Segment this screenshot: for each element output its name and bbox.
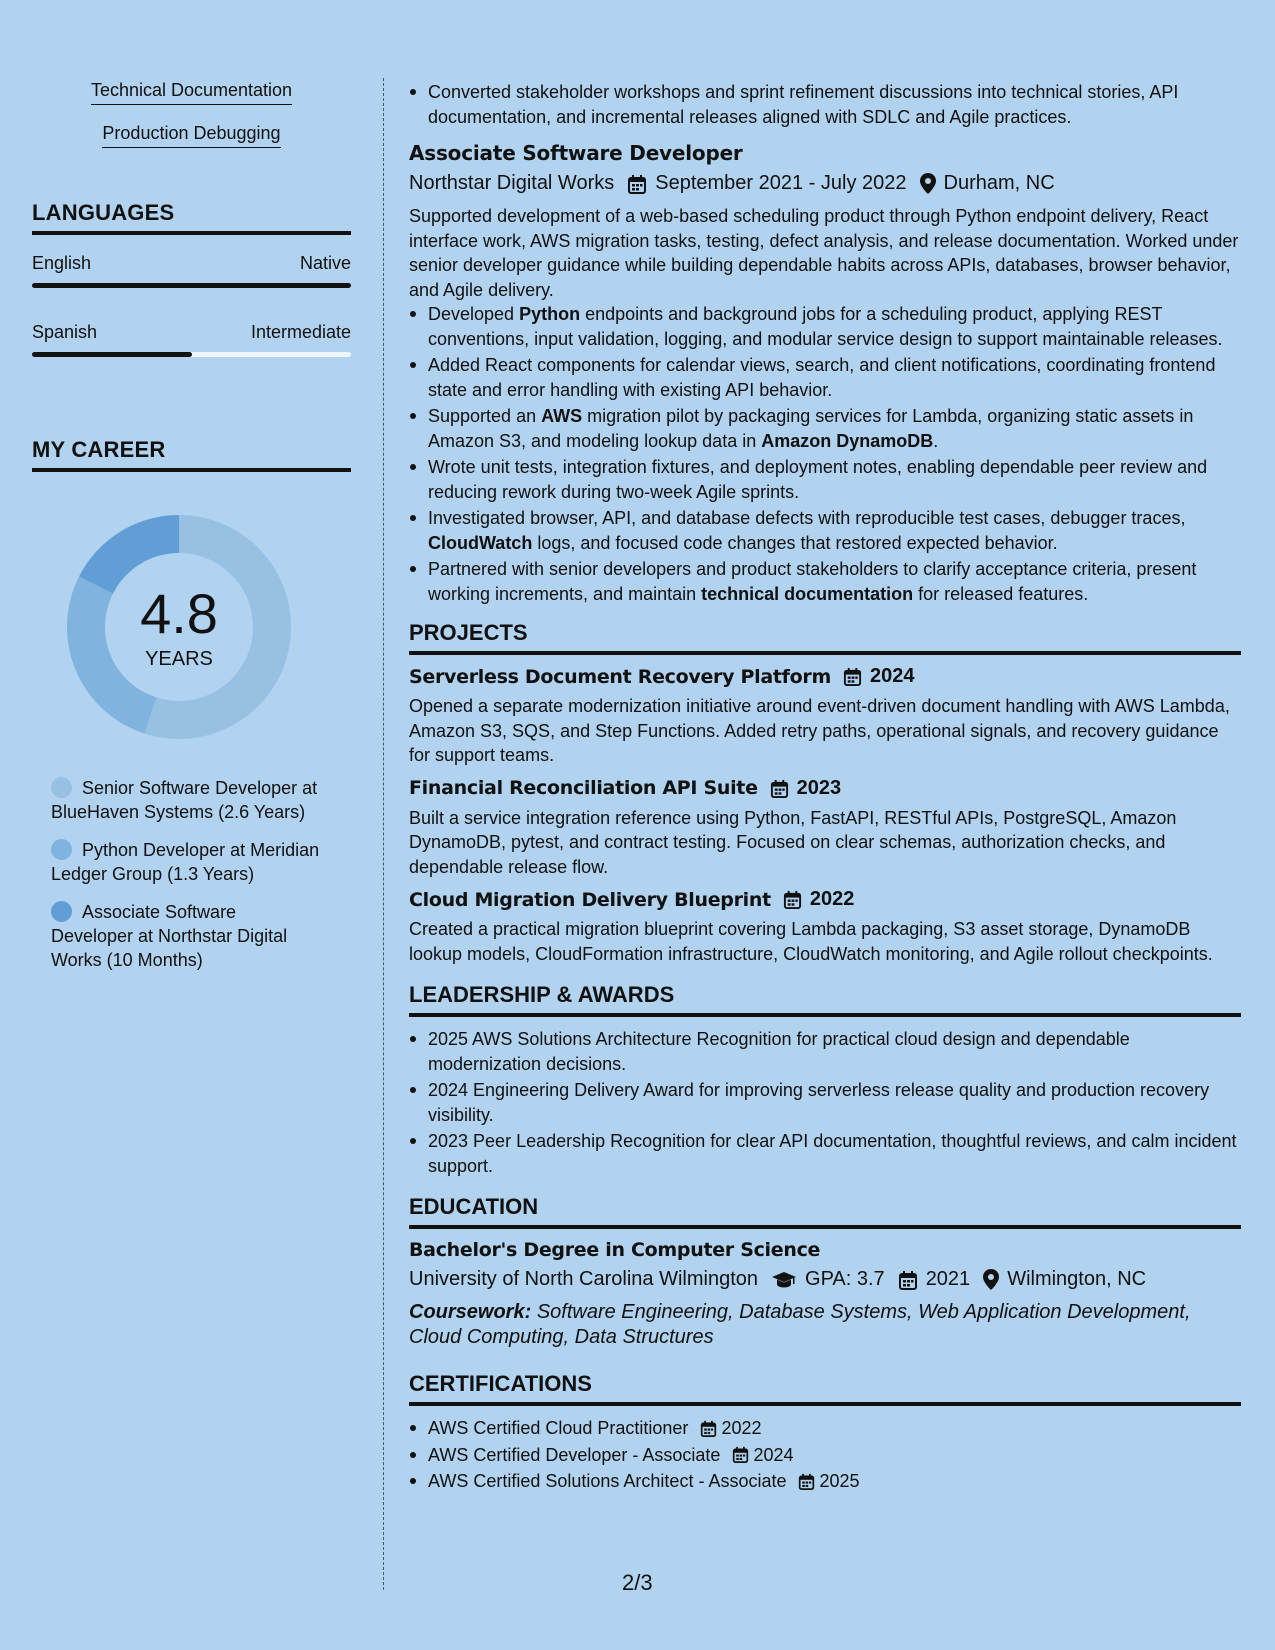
legend-item — [51, 776, 321, 824]
job-bullet — [409, 302, 1241, 351]
project-year: 2022 — [809, 888, 855, 910]
job-bullet — [409, 506, 1241, 555]
donut-center — [66, 514, 292, 740]
career-total-years: 4.8 — [140, 582, 218, 645]
legend-item — [51, 900, 321, 972]
language-name: Spanish — [32, 322, 98, 342]
calendar-icon — [627, 174, 647, 194]
project-title-row — [409, 665, 1241, 688]
career-legend — [51, 776, 321, 972]
awards-list — [409, 1027, 1241, 1178]
language-bar-fill — [32, 283, 351, 288]
certifications-list — [409, 1416, 1241, 1494]
coursework-label: Coursework: — [409, 1301, 532, 1323]
certification-year: 2022 — [721, 1418, 762, 1438]
project-year: 2023 — [796, 776, 842, 799]
language-level: Intermediate — [250, 322, 351, 342]
job-bullet — [409, 455, 1241, 504]
job-title: Associate Software Developer — [409, 141, 743, 165]
location-pin-icon — [983, 1269, 999, 1290]
bold-keyword: Python — [519, 304, 581, 324]
job-company: Northstar Digital Works — [409, 172, 615, 194]
calendar-icon — [770, 779, 789, 798]
bullet-text: migration pilot by packaging services for Lambda, organizing static assets in Amazon S3, and modeling lookup data in — [428, 406, 1194, 451]
graduation-year: 2021 — [925, 1268, 971, 1290]
language-item — [32, 253, 351, 288]
job-bullet — [409, 353, 1241, 402]
school-name: University of North Carolina Wilmington — [409, 1268, 759, 1290]
main-content — [409, 80, 1241, 1496]
language-level: Native — [299, 253, 351, 273]
list-item: Converted stakeholder workshops and sprint refinement discussions into technical stories, API documentation, and incremental releases aligned with SDLC and Agile practices. — [409, 80, 1241, 129]
skill-link[interactable]: Technical Documentation — [91, 80, 292, 105]
bullet-text: Added React components for calendar views, search, and client notifications, coordinating frontend state and error handling with existing API behavior. — [428, 355, 1216, 400]
career-total-unit: YEARS — [145, 648, 213, 670]
legend-label: Senior Software Developer at BlueHaven Systems (2.6 Years) — [51, 778, 318, 822]
certification-item — [409, 1416, 1241, 1441]
bullet-text: Developed — [428, 304, 520, 324]
column-divider — [383, 78, 384, 1590]
degree-title: Bachelor's Degree in Computer Science — [409, 1239, 821, 1261]
school-location: Wilmington, NC — [1007, 1268, 1147, 1290]
awards-heading: LEADERSHIP & AWARDS — [409, 982, 1241, 1017]
bold-keyword: AWS — [541, 406, 583, 426]
project-item — [409, 665, 1241, 768]
gpa: GPA: 3.7 — [805, 1268, 885, 1290]
bullet-text: Partnered with senior developers and product stakeholders to clarify acceptance criteria, present working increments, and maintain — [428, 559, 1197, 604]
award-item: 2025 AWS Solutions Architecture Recognition for practical cloud design and dependable modernization decisions. — [409, 1027, 1241, 1076]
legend-label: Python Developer at Meridian Ledger Group (1.3 Years) — [51, 840, 320, 884]
job-bullet-list — [409, 302, 1241, 606]
legend-label: Associate Software Developer at Northstar Digital Works (10 Months) — [51, 902, 288, 970]
award-item: 2023 Peer Leadership Recognition for clear API documentation, thoughtful reviews, and calm incident support. — [409, 1129, 1241, 1178]
certification-name: AWS Certified Developer - Associate — [428, 1444, 721, 1465]
language-item — [32, 322, 351, 357]
job-location: Durham, NC — [943, 172, 1055, 194]
education-meta — [409, 1268, 1241, 1291]
projects-heading: PROJECTS — [409, 620, 1241, 655]
legend-item — [51, 838, 321, 886]
project-item — [409, 888, 1241, 966]
legend-dot — [51, 901, 72, 922]
certification-item — [409, 1443, 1241, 1468]
education-heading: EDUCATION — [409, 1194, 1241, 1229]
certification-name: AWS Certified Cloud Practitioner — [428, 1418, 689, 1438]
project-description: Opened a separate modernization initiative around event-driven document handling with AWS Lambda, Amazon S3, SQS, and Step Functions. Added retry paths, operational signals, and recovery guidance for support teams. — [409, 696, 1230, 765]
project-title: Cloud Migration Delivery Blueprint — [409, 888, 771, 911]
job-meta — [409, 172, 1241, 195]
career-heading: MY CAREER — [32, 437, 351, 472]
job-bullet — [409, 557, 1241, 606]
sidebar — [32, 80, 351, 986]
coursework — [409, 1300, 1241, 1349]
award-item: 2024 Engineering Delivery Award for improving serverless release quality and production recovery visibility. — [409, 1078, 1241, 1127]
calendar-icon — [700, 1420, 717, 1437]
job-summary: Supported development of a web-based scheduling product through Python endpoint delivery, React interface work, AWS migration tasks, testing, defect analysis, and release documentation. Worked under senior developer guidance while building dependable habits across APIs, databases, browser behavior, and Agile delivery. — [409, 206, 1239, 300]
project-description: Created a practical migration blueprint covering Lambda packaging, S3 asset storage, DynamoDB lookup models, CloudFormation infrastructure, CloudWatch monitoring, and Agile rollout checkpoints. — [409, 919, 1213, 964]
bold-keyword: technical documentation — [701, 583, 914, 604]
legend-dot — [51, 777, 72, 798]
graduation-cap-icon — [771, 1271, 797, 1289]
calendar-icon — [732, 1446, 749, 1463]
bullet-text: Investigated browser, API, and database defects with reproducible test cases, debugger traces, — [428, 508, 1186, 528]
bullet-text: . — [933, 430, 939, 451]
projects-list — [409, 665, 1241, 966]
project-title: Financial Reconciliation API Suite — [409, 777, 758, 799]
career-donut-chart — [66, 514, 292, 740]
project-title-row — [409, 777, 1241, 800]
bullet-text: Supported an — [428, 406, 542, 426]
project-title-row — [409, 888, 1241, 911]
calendar-icon — [843, 667, 862, 686]
languages-heading: LANGUAGES — [32, 200, 351, 235]
certifications-heading: CERTIFICATIONS — [409, 1371, 1241, 1406]
language-bar — [32, 283, 351, 288]
bullet-text: logs, and focused code changes that restored expected behavior. — [532, 532, 1058, 553]
location-pin-icon — [920, 173, 936, 194]
job-bullet — [409, 404, 1241, 453]
certification-item — [409, 1469, 1241, 1494]
language-name: English — [32, 253, 92, 273]
certification-year: 2025 — [819, 1471, 860, 1491]
language-bar-fill — [32, 352, 192, 357]
calendar-icon — [783, 890, 802, 909]
certification-name: AWS Certified Solutions Architect - Associate — [428, 1471, 787, 1491]
project-year: 2024 — [869, 665, 915, 687]
calendar-icon — [798, 1473, 815, 1490]
bold-keyword: Amazon DynamoDB — [761, 430, 934, 451]
legend-dot — [51, 839, 72, 860]
language-bar — [32, 352, 351, 357]
project-title: Serverless Document Recovery Platform — [409, 665, 831, 688]
calendar-icon — [898, 1270, 918, 1290]
carry-over-list — [409, 80, 1241, 129]
project-item — [409, 777, 1241, 880]
bold-keyword: CloudWatch — [428, 532, 533, 553]
page-number: 2/3 — [622, 1570, 653, 1595]
coursework-list: Software Engineering, Database Systems, Web Application Development, Cloud Computing, Data Structures — [409, 1301, 1191, 1348]
project-description: Built a service integration reference using Python, FastAPI, RESTful APIs, PostgreSQL, Amazon DynamoDB, pytest, and contract testing. Focused on clear schemas, authorization checks, and dependable release flow. — [409, 807, 1177, 877]
bullet-text: Wrote unit tests, integration fixtures, and deployment notes, enabling dependable peer review and reducing rework during two-week Agile sprints. — [428, 457, 1208, 502]
bullet-text: endpoints and background jobs for a scheduling product, applying REST conventions, input validation, logging, and modular service design to support maintainable releases. — [428, 304, 1223, 349]
certification-year: 2024 — [753, 1444, 794, 1465]
skill-link[interactable]: Production Debugging — [102, 123, 280, 148]
job-dates: September 2021 - July 2022 — [655, 172, 907, 194]
bullet-text: for released features. — [913, 583, 1089, 604]
